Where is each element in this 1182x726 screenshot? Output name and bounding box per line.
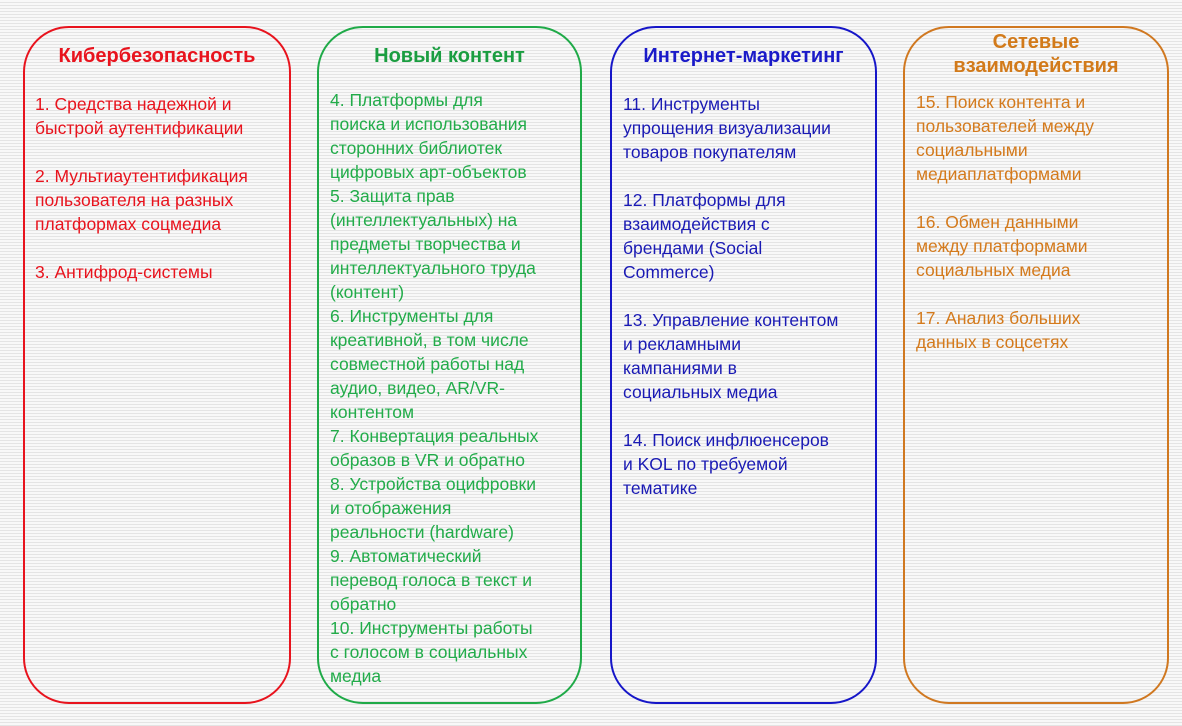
list-item: 4. Платформы для поиска и использования сторонних библиотек цифровых арт-объектов xyxy=(330,90,527,182)
list-item: 1. Средства надежной и быстрой аутентификации xyxy=(35,94,244,138)
column-new-content xyxy=(317,26,582,704)
column-cybersecurity xyxy=(23,26,291,704)
list-item: 12. Платформы для взаимодействия с брендами (Social Commerce) xyxy=(623,190,786,282)
column-title: Новый контент xyxy=(374,45,525,67)
column-network-interactions xyxy=(903,26,1169,704)
column-title: Интернет-маркетинг xyxy=(643,45,844,67)
item-list xyxy=(916,90,1163,378)
list-item: 16. Обмен данными между платформами социальных медиа xyxy=(916,212,1088,280)
column-internet-marketing xyxy=(610,26,877,704)
list-item: 10. Инструменты работы с голосом в социальных медиа xyxy=(330,618,533,686)
column-title: Кибербезопасность xyxy=(58,45,256,67)
item-list xyxy=(623,92,871,524)
list-item: 9. Автоматический перевод голоса в текст и обратно xyxy=(330,546,532,614)
list-item: 17. Анализ больших данных в соцсетях xyxy=(916,308,1081,352)
column-title: Сетевые взаимодействия xyxy=(953,31,1119,77)
list-item: 11. Инструменты упрощения визуализации товаров покупателям xyxy=(623,94,831,162)
list-item: 5. Защита прав (интеллектуальных) на предметы творчества и интеллектуального труда (контент) xyxy=(330,186,536,302)
list-item: 3. Антифрод-системы xyxy=(35,262,213,282)
item-list xyxy=(330,88,580,688)
list-item: 6. Инструменты для креативной, в том числе совместной работы над аудио, видео, AR/VR- контентом xyxy=(330,306,529,422)
item-list xyxy=(35,92,285,308)
list-item: 2. Мультиаутентификация пользователя на разных платформах соцмедиа xyxy=(35,166,248,234)
list-item: 8. Устройства оцифровки и отображения реальности (hardware) xyxy=(330,474,536,542)
list-item: 14. Поиск инфлюенсеров и KOL по требуемой тематике xyxy=(623,430,829,498)
list-item: 13. Управление контентом и рекламными кампаниями в социальных медиа xyxy=(623,310,839,402)
list-item: 7. Конвертация реальных образов в VR и обратно xyxy=(330,426,539,470)
list-item: 15. Поиск контента и пользователей между социальными медиаплатформами xyxy=(916,92,1094,184)
